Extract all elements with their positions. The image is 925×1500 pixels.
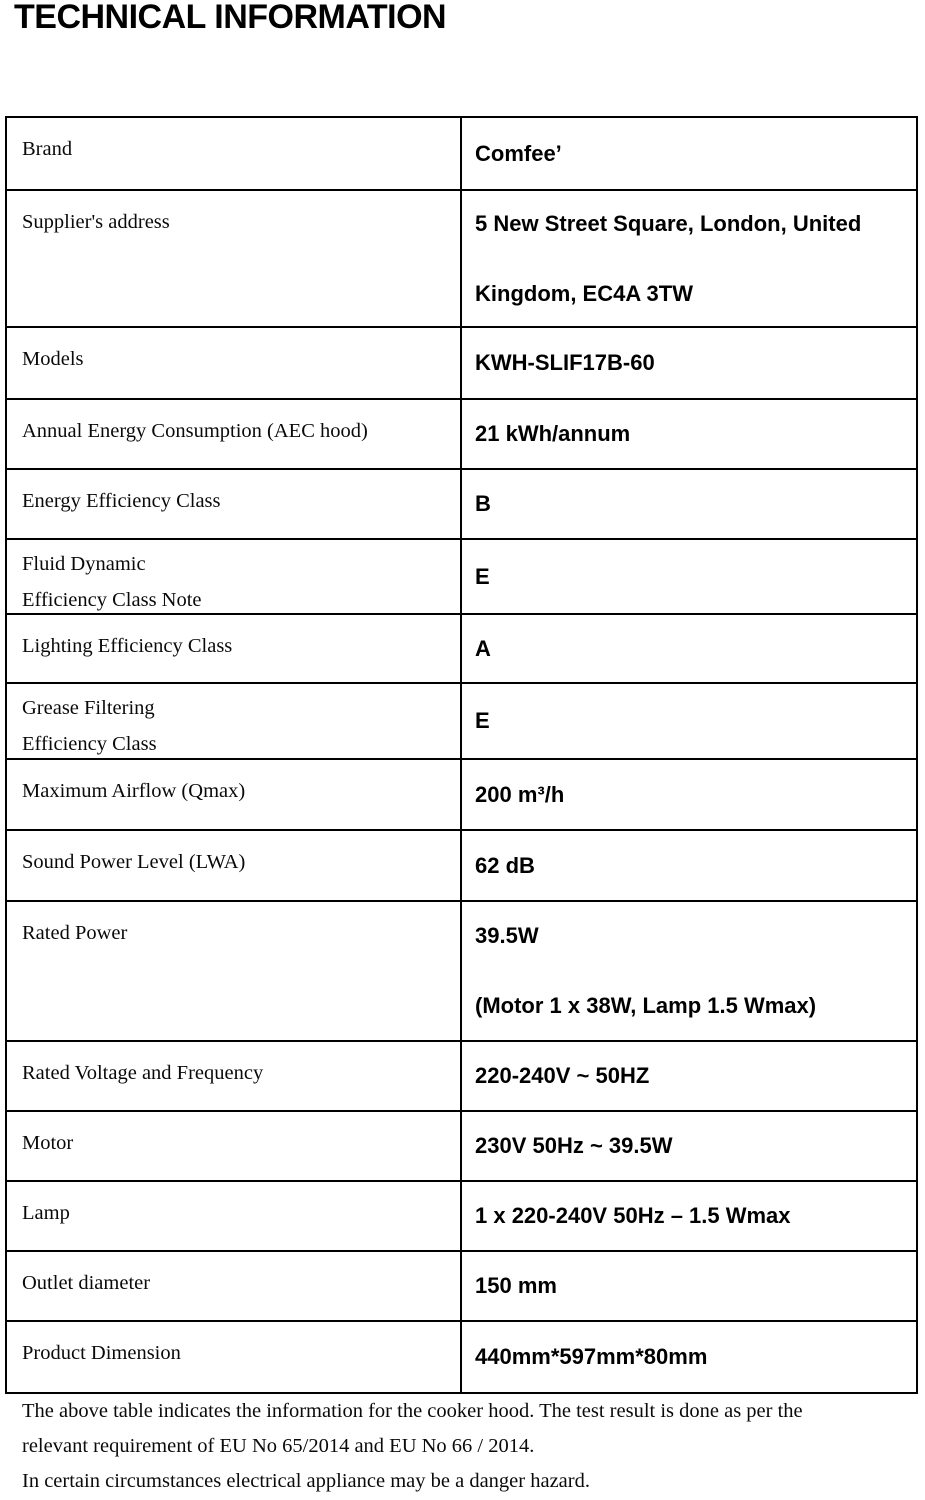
row-value: A — [475, 635, 491, 661]
row-value: E — [475, 708, 490, 733]
table-row-maximum-airflow — [7, 760, 916, 831]
row-value: KWH-SLIF17B-60 — [475, 350, 655, 375]
row-label-cell — [7, 1042, 462, 1110]
table-row-sound-power-level — [7, 831, 916, 902]
footer-note-line3: In certain circumstances electrical appliance may be a danger hazard. — [22, 1470, 590, 1492]
table-row-product-dimension — [7, 1322, 916, 1392]
row-label: Rated Voltage and Frequency — [22, 1062, 264, 1084]
row-value-cell — [462, 328, 916, 398]
row-value-cell — [462, 1252, 916, 1320]
table-row-outlet-diameter — [7, 1252, 916, 1322]
row-label: Motor — [22, 1132, 74, 1154]
row-value: 39.5W — [475, 923, 539, 948]
row-value-cell — [462, 902, 916, 1040]
row-value-cell — [462, 470, 916, 538]
row-value: 200 m³/h — [475, 781, 565, 807]
row-label: Supplier's address — [22, 211, 170, 233]
row-label: Outlet diameter — [22, 1272, 151, 1294]
table-row-grease-filtering-efficiency-class — [7, 684, 916, 760]
row-value-cell — [462, 1182, 916, 1250]
footer-notes — [22, 1394, 920, 1499]
row-value-cell — [462, 1042, 916, 1110]
technical-information-table — [5, 116, 918, 1394]
row-label: Rated Power — [22, 922, 128, 944]
row-value-cell — [462, 760, 916, 829]
footer-note-line2: relevant requirement of EU No 65/2014 and EU No 66 / 2014. — [22, 1435, 535, 1457]
row-value-line2: (Motor 1 x 38W, Lamp 1.5 Wmax) — [475, 993, 817, 1018]
row-label-cell — [7, 760, 462, 829]
row-label-cell — [7, 1182, 462, 1250]
row-value-cell — [462, 191, 916, 326]
row-value: 440mm*597mm*80mm — [475, 1344, 708, 1369]
row-label-cell — [7, 400, 462, 468]
row-label-cell — [7, 470, 462, 538]
row-label: Sound Power Level (LWA) — [22, 851, 246, 873]
row-label-cell — [7, 328, 462, 398]
row-value: 220-240V ~ 50HZ — [475, 1063, 650, 1088]
row-value-cell — [462, 684, 916, 758]
table-row-energy-efficiency-class — [7, 470, 916, 540]
row-label: Lamp — [22, 1202, 70, 1224]
row-label: Models — [22, 348, 84, 370]
row-value: 62 dB — [475, 852, 535, 878]
row-label-cell — [7, 831, 462, 900]
row-label-cell — [7, 902, 462, 1040]
row-label-line2: Efficiency Class — [22, 733, 157, 755]
row-value-cell — [462, 118, 916, 189]
row-label-line2: Efficiency Class Note — [22, 589, 202, 611]
row-label-cell — [7, 684, 462, 758]
table-row-supplier-address — [7, 191, 916, 328]
row-label-cell — [7, 615, 462, 682]
row-value-cell — [462, 540, 916, 613]
page-title: TECHNICAL INFORMATION — [14, 0, 447, 36]
row-label: Annual Energy Consumption (AEC hood) — [22, 420, 368, 442]
row-value-cell — [462, 400, 916, 468]
table-row-rated-power — [7, 902, 916, 1042]
table-row-models — [7, 328, 916, 400]
footer-note-line1: The above table indicates the information for the cooker hood. The test result is done as per the — [22, 1400, 803, 1422]
table-row-annual-energy-consumption — [7, 400, 916, 470]
row-value: 230V 50Hz ~ 39.5W — [475, 1133, 673, 1158]
row-label-cell — [7, 540, 462, 613]
row-label: Grease Filtering — [22, 697, 155, 719]
row-label-cell — [7, 1322, 462, 1392]
row-value-cell — [462, 1112, 916, 1180]
table-row-lamp — [7, 1182, 916, 1252]
row-value: 1 x 220-240V 50Hz – 1.5 Wmax — [475, 1203, 791, 1228]
row-value-line2: Kingdom, EC4A 3TW — [475, 280, 693, 306]
row-label: Maximum Airflow (Qmax) — [22, 780, 246, 802]
row-label: Product Dimension — [22, 1342, 181, 1364]
table-row-lighting-efficiency-class — [7, 615, 916, 684]
row-label-cell — [7, 1112, 462, 1180]
table-row-motor — [7, 1112, 916, 1182]
row-label: Fluid Dynamic — [22, 553, 146, 575]
row-value-cell — [462, 1322, 916, 1392]
row-value-cell — [462, 831, 916, 900]
row-label-cell — [7, 1252, 462, 1320]
row-value: 21 kWh/annum — [475, 421, 631, 446]
row-value: Comfee’ — [475, 140, 562, 166]
row-label-cell — [7, 118, 462, 189]
row-label: Brand — [22, 138, 73, 160]
row-label: Energy Efficiency Class — [22, 490, 221, 512]
table-row-rated-voltage-frequency — [7, 1042, 916, 1112]
row-value: 5 New Street Square, London, United — [475, 210, 862, 236]
row-value: 150 mm — [475, 1273, 557, 1298]
table-row-fluid-dynamic-efficiency-class — [7, 540, 916, 615]
row-label: Lighting Efficiency Class — [22, 635, 233, 657]
table-row-brand — [7, 118, 916, 191]
row-value: E — [475, 563, 490, 589]
row-value: B — [475, 491, 491, 516]
row-label-cell — [7, 191, 462, 326]
row-value-cell — [462, 615, 916, 682]
